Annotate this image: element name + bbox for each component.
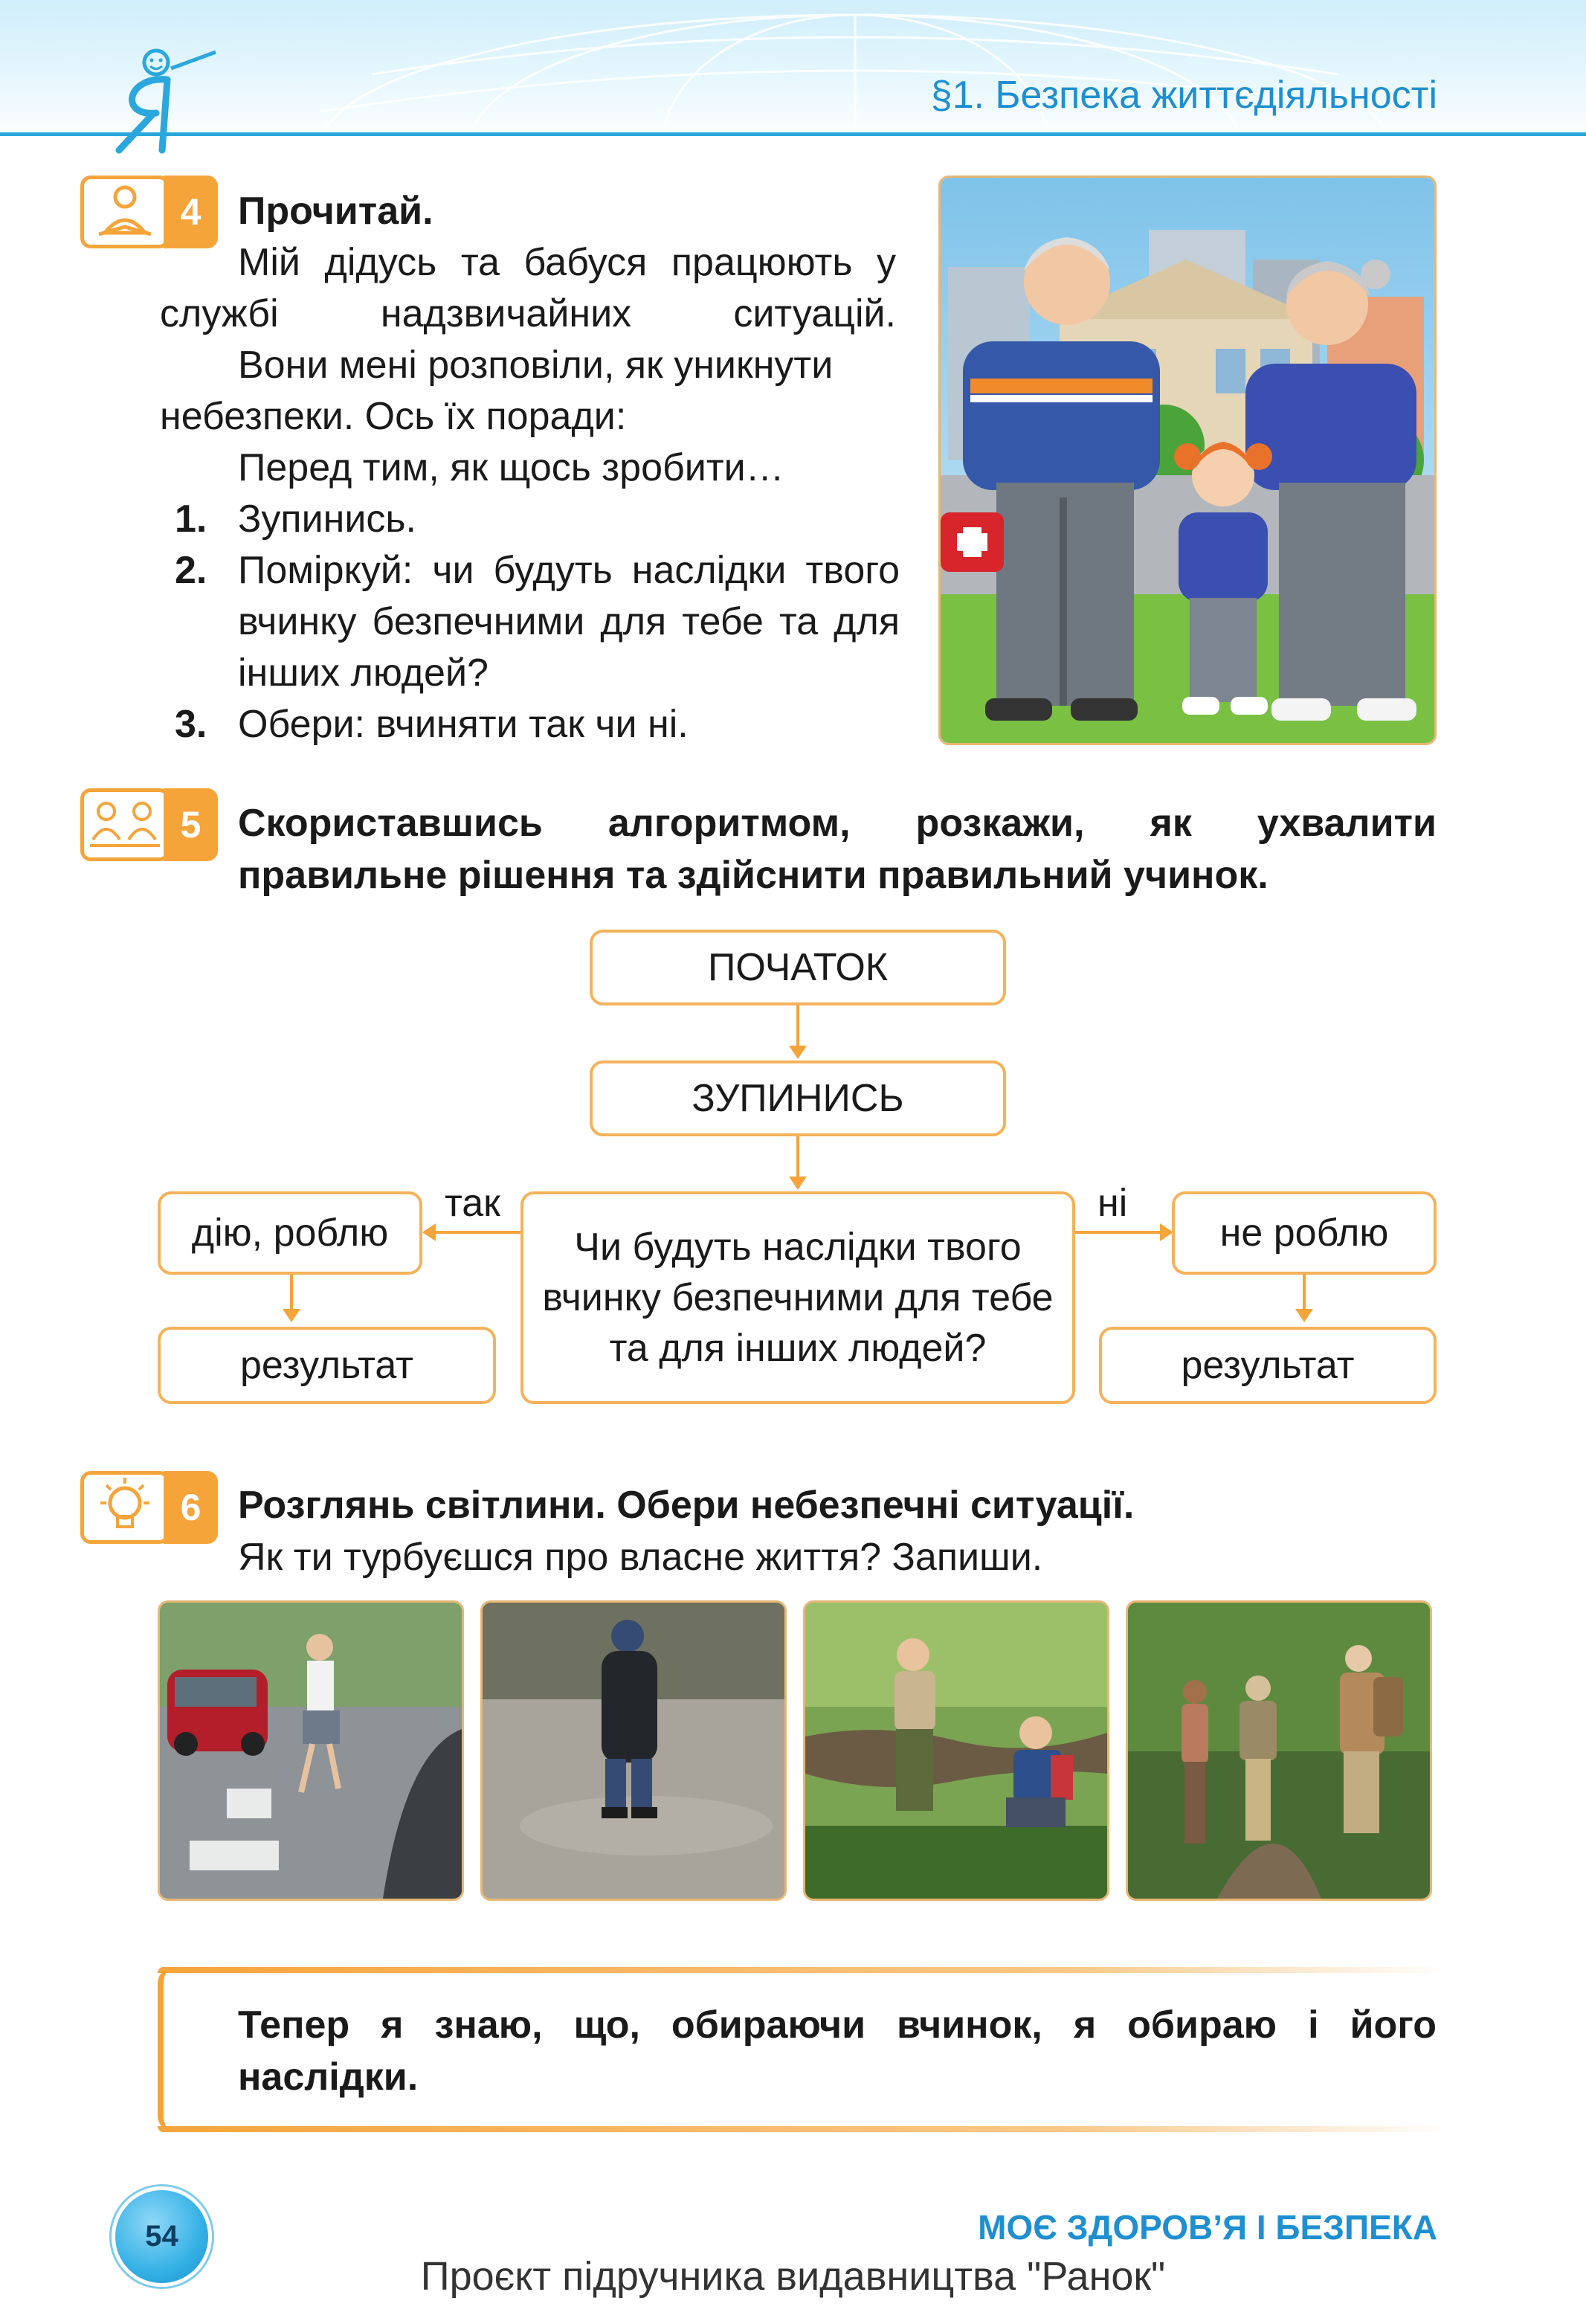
header-band bbox=[0, 0, 1586, 141]
flow-arrow bbox=[431, 1231, 520, 1234]
task-4-paragraph-1: Мій дідусь та бабуся працюють у службі надзвичайних ситуацій. bbox=[160, 241, 896, 335]
flow-stop-box: ЗУПИНИСЬ bbox=[590, 1060, 1006, 1136]
conclusion-text: Тепер я знаю, що, обираючи вчинок, я обираю і його наслідки. bbox=[238, 2003, 1437, 2099]
arrow-down-icon bbox=[789, 1046, 807, 1060]
step-number: 1. bbox=[175, 498, 207, 541]
flow-arrow bbox=[796, 1136, 799, 1182]
discussion-icon bbox=[80, 788, 170, 861]
flow-no-action-box: не роблю bbox=[1172, 1191, 1437, 1275]
no-label: ні bbox=[1097, 1182, 1128, 1225]
globe-lines-decoration bbox=[0, 0, 1586, 141]
page-number: 54 bbox=[112, 2186, 212, 2287]
flow-no-result-box: результат bbox=[1099, 1327, 1437, 1404]
publisher-note: Проєкт підручника видавництва "Ранок" bbox=[420, 2254, 1166, 2299]
flow-arrow bbox=[290, 1275, 293, 1313]
photo-children-plants bbox=[803, 1600, 1109, 1901]
task-4-title: Прочитай. bbox=[238, 190, 433, 233]
lightbulb-icon bbox=[80, 1471, 170, 1544]
task-4-intro: Перед тим, як щось зробити… bbox=[238, 446, 784, 489]
header-rule bbox=[0, 132, 1586, 136]
flow-arrow bbox=[1303, 1275, 1306, 1313]
arrow-down-icon bbox=[789, 1177, 807, 1191]
task-6-title: Розглянь світлини. Обери небезпечні ситуації. bbox=[238, 1484, 1135, 1527]
task-5-badge bbox=[80, 788, 218, 861]
arrow-down-icon bbox=[283, 1309, 300, 1324]
photo-wet-road bbox=[480, 1600, 787, 1901]
reading-person-icon bbox=[80, 176, 170, 248]
section-title: §1. Безпека життєдіяльності bbox=[930, 74, 1437, 117]
task-5-title: Скориставшись алгоритмом, розкажи, як ухвалити правильне рішення та здійснити правильний учинок. bbox=[238, 802, 1437, 897]
task-number: 5 bbox=[164, 788, 218, 861]
conclusion-border-bottom bbox=[158, 2126, 1451, 2132]
flow-arrow bbox=[1075, 1231, 1164, 1234]
flow-start-box: ПОЧАТОК bbox=[590, 930, 1006, 1005]
flow-yes-action-box: дію, роблю bbox=[158, 1191, 422, 1275]
photo-hiking-forest bbox=[1126, 1600, 1432, 1901]
task-6-badge bbox=[80, 1471, 218, 1544]
arrow-left-icon bbox=[421, 1223, 436, 1241]
flow-arrow bbox=[796, 1005, 799, 1052]
task-4-paragraph-2: Вони мені розповіли, як уникнути небезпеки. Ось їх поради: bbox=[160, 344, 834, 438]
arrow-down-icon bbox=[1295, 1309, 1313, 1324]
step-text: Поміркуй: чи будуть наслідки твого вчинку безпечними для тебе та для інших людей? bbox=[238, 549, 900, 695]
step-number: 3. bbox=[175, 703, 207, 746]
task-6-subtitle: Як ти турбуєшся про власне життя? Запиши. bbox=[238, 1536, 1043, 1579]
task-number: 6 bbox=[164, 1471, 218, 1544]
grandparents-illustration bbox=[938, 176, 1437, 745]
photo-crosswalk bbox=[158, 1600, 464, 1901]
conclusion-border-top bbox=[158, 1967, 1451, 1973]
ya-logo-icon bbox=[97, 46, 223, 158]
flow-question-box: Чи будуть наслідки твого вчинку безпечними для тебе та для інших людей? bbox=[520, 1191, 1075, 1404]
step-text: Зупинись. bbox=[238, 498, 416, 541]
flow-yes-result-box: результат bbox=[158, 1327, 496, 1404]
yes-label: так bbox=[445, 1182, 500, 1225]
step-number: 2. bbox=[175, 549, 207, 592]
subject-title: МОЄ ЗДОРОВ’Я І БЕЗПЕКА bbox=[978, 2208, 1437, 2247]
step-text: Обери: вчиняти так чи ні. bbox=[238, 703, 689, 746]
task-number: 4 bbox=[164, 176, 218, 248]
